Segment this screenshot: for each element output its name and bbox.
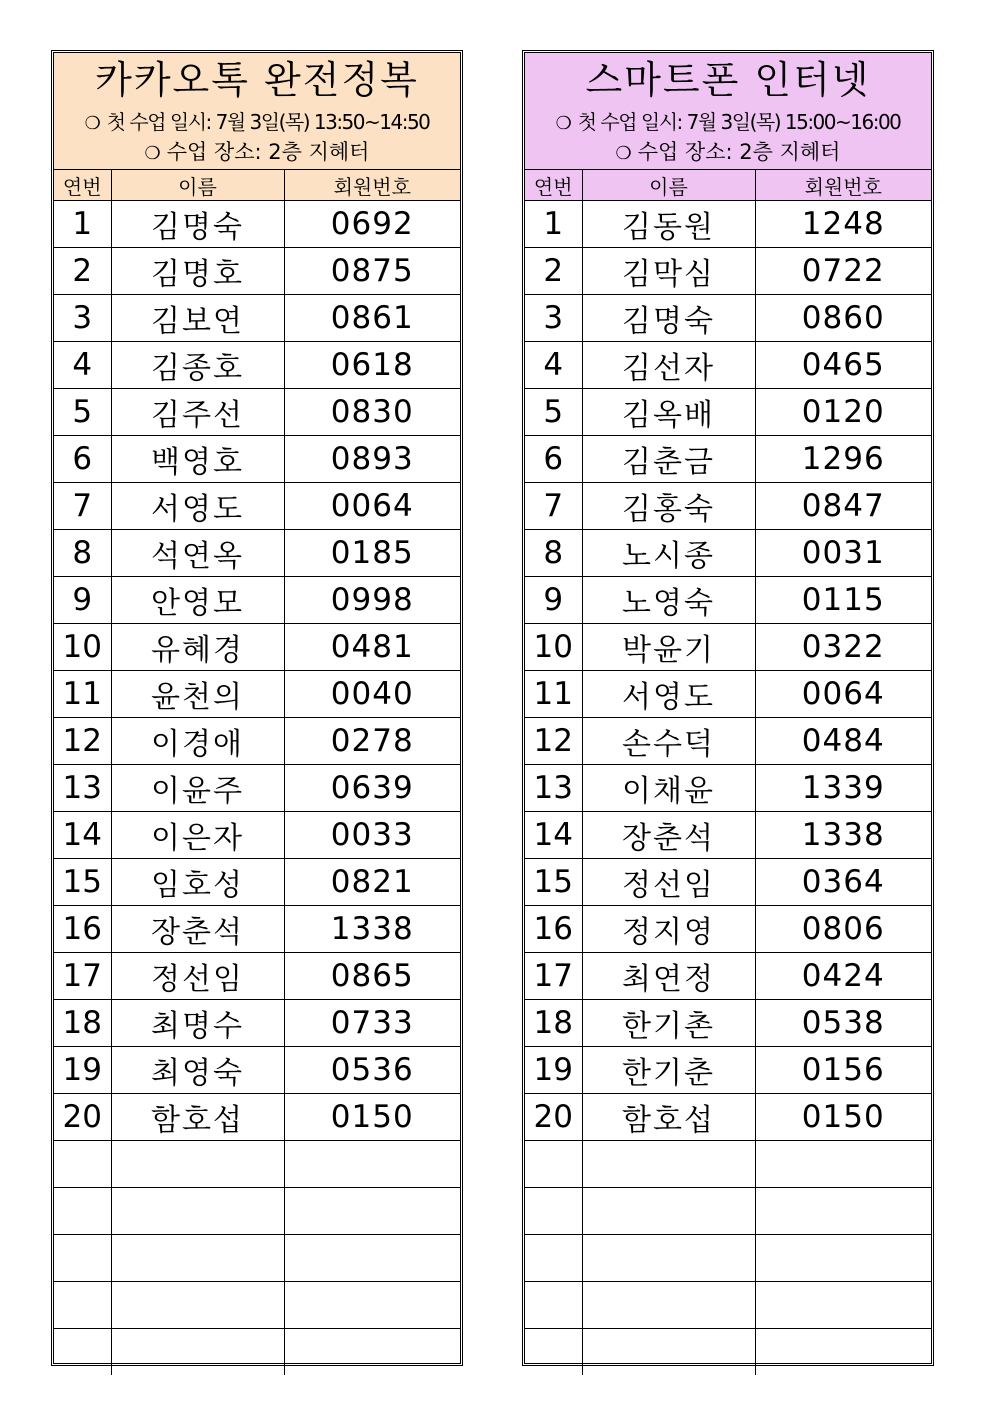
table-row [525, 1094, 931, 1141]
roster-table [525, 170, 931, 1375]
member-name: 이은자 [111, 812, 284, 859]
name-column-header: 이름 [111, 170, 284, 201]
table-row [54, 530, 460, 577]
class-date-text: 첫 수업 일시: 7월 3일(목) 15:00~16:00 [577, 110, 901, 134]
row-number: 6 [54, 436, 111, 483]
table-row [525, 389, 931, 436]
table-row [54, 389, 460, 436]
class-place-line [525, 137, 931, 167]
member-id: 0865 [284, 953, 460, 1000]
member-id: 0364 [755, 859, 931, 906]
row-number: 15 [525, 859, 582, 906]
table-row [525, 1000, 931, 1047]
row-number: 12 [525, 718, 582, 765]
empty-cell [111, 1235, 284, 1282]
table-row [525, 1329, 931, 1376]
table-row [54, 671, 460, 718]
table-row [54, 201, 460, 248]
empty-cell [525, 1282, 582, 1329]
table-row [54, 812, 460, 859]
member-id: 0465 [755, 342, 931, 389]
member-name: 김명호 [111, 248, 284, 295]
empty-cell [284, 1329, 460, 1376]
member-id: 0821 [284, 859, 460, 906]
row-number: 18 [54, 1000, 111, 1047]
empty-cell [284, 1141, 460, 1188]
empty-cell [111, 1141, 284, 1188]
table-row [54, 859, 460, 906]
table-row [54, 1000, 460, 1047]
member-id: 0484 [755, 718, 931, 765]
member-id: 0861 [284, 295, 460, 342]
table-row [54, 1188, 460, 1235]
table-row [525, 1235, 931, 1282]
member-name: 김종호 [111, 342, 284, 389]
empty-cell [54, 1188, 111, 1235]
table-row [54, 765, 460, 812]
empty-cell [111, 1329, 284, 1376]
member-name: 이경애 [111, 718, 284, 765]
class-date-line [54, 107, 460, 137]
row-number: 7 [525, 483, 582, 530]
table-row [54, 1329, 460, 1376]
row-number: 3 [54, 295, 111, 342]
member-id: 1248 [755, 201, 931, 248]
member-id: 0322 [755, 624, 931, 671]
member-name: 장춘석 [111, 906, 284, 953]
row-number: 9 [525, 577, 582, 624]
row-number: 12 [54, 718, 111, 765]
member-name: 박윤기 [582, 624, 755, 671]
row-number: 8 [54, 530, 111, 577]
table-row [525, 201, 931, 248]
table-row [525, 765, 931, 812]
row-number: 3 [525, 295, 582, 342]
table-row [525, 530, 931, 577]
table-row [525, 953, 931, 1000]
row-number: 4 [54, 342, 111, 389]
member-name: 함호섭 [582, 1094, 755, 1141]
empty-cell [582, 1282, 755, 1329]
member-name: 김춘금 [582, 436, 755, 483]
empty-cell [525, 1141, 582, 1188]
row-number: 10 [525, 624, 582, 671]
row-number: 16 [54, 906, 111, 953]
table-row [54, 624, 460, 671]
member-id: 0893 [284, 436, 460, 483]
member-id: 0064 [755, 671, 931, 718]
table-row [54, 1141, 460, 1188]
member-name: 정선임 [582, 859, 755, 906]
kakaotalk-class-header [54, 53, 460, 170]
member-name: 손수덕 [582, 718, 755, 765]
table-row [525, 906, 931, 953]
empty-cell [54, 1329, 111, 1376]
row-number: 13 [54, 765, 111, 812]
table-row [525, 577, 931, 624]
row-number: 2 [525, 248, 582, 295]
circle-bullet-icon: ❍ [84, 113, 101, 134]
member-name: 노영숙 [582, 577, 755, 624]
table-row [525, 295, 931, 342]
member-id: 0115 [755, 577, 931, 624]
empty-cell [525, 1235, 582, 1282]
member-id: 0806 [755, 906, 931, 953]
member-id: 0998 [284, 577, 460, 624]
table-row [525, 1188, 931, 1235]
empty-cell [111, 1282, 284, 1329]
row-number: 4 [525, 342, 582, 389]
empty-cell [582, 1141, 755, 1188]
circle-bullet-icon: ❍ [615, 143, 632, 164]
member-id: 0875 [284, 248, 460, 295]
number-column-header: 연번 [525, 170, 582, 201]
member-id: 1296 [755, 436, 931, 483]
table-row [54, 1282, 460, 1329]
member-id: 0536 [284, 1047, 460, 1094]
member-name: 한기촌 [582, 1000, 755, 1047]
member-name: 정지영 [582, 906, 755, 953]
number-column-header: 연번 [54, 170, 111, 201]
row-number: 20 [525, 1094, 582, 1141]
row-number: 13 [525, 765, 582, 812]
row-number: 19 [525, 1047, 582, 1094]
member-id: 0538 [755, 1000, 931, 1047]
empty-cell [525, 1329, 582, 1376]
table-row [54, 718, 460, 765]
member-id: 0481 [284, 624, 460, 671]
member-id: 0033 [284, 812, 460, 859]
member-id: 0618 [284, 342, 460, 389]
column-header-row [54, 170, 460, 201]
table-row [525, 342, 931, 389]
empty-cell [755, 1141, 931, 1188]
circle-bullet-icon: ❍ [555, 113, 572, 134]
row-number: 5 [525, 389, 582, 436]
member-name: 김명숙 [111, 201, 284, 248]
row-number: 2 [54, 248, 111, 295]
column-header-row [525, 170, 931, 201]
member-id: 0185 [284, 530, 460, 577]
class-date-line [525, 107, 931, 137]
member-name: 정선임 [111, 953, 284, 1000]
member-name: 김주선 [111, 389, 284, 436]
row-number: 5 [54, 389, 111, 436]
row-number: 11 [525, 671, 582, 718]
table-row [525, 812, 931, 859]
row-number: 7 [54, 483, 111, 530]
class-title: 스마트폰 인터넷 [585, 58, 871, 102]
table-row [525, 436, 931, 483]
member-name: 안영모 [111, 577, 284, 624]
empty-cell [755, 1282, 931, 1329]
class-place-line [54, 137, 460, 167]
row-number: 18 [525, 1000, 582, 1047]
member-name: 김보연 [111, 295, 284, 342]
row-number: 16 [525, 906, 582, 953]
table-row [525, 624, 931, 671]
row-number: 1 [54, 201, 111, 248]
table-row [525, 1047, 931, 1094]
member-name: 최영숙 [111, 1047, 284, 1094]
table-row [54, 342, 460, 389]
row-number: 14 [54, 812, 111, 859]
empty-cell [284, 1235, 460, 1282]
member-id: 0860 [755, 295, 931, 342]
row-number: 11 [54, 671, 111, 718]
empty-cell [54, 1235, 111, 1282]
row-number: 17 [525, 953, 582, 1000]
member-name: 윤천의 [111, 671, 284, 718]
table-row [54, 577, 460, 624]
member-name: 장춘석 [582, 812, 755, 859]
member-id-column-header: 회원번호 [284, 170, 460, 201]
member-name: 노시종 [582, 530, 755, 577]
class-date-text: 첫 수업 일시: 7월 3일(목) 13:50~14:50 [106, 110, 430, 134]
member-id: 0150 [755, 1094, 931, 1141]
empty-cell [284, 1188, 460, 1235]
member-name: 최명수 [111, 1000, 284, 1047]
member-id-column-header: 회원번호 [755, 170, 931, 201]
member-name: 김동원 [582, 201, 755, 248]
empty-cell [525, 1188, 582, 1235]
member-id: 1338 [284, 906, 460, 953]
row-number: 1 [525, 201, 582, 248]
member-name: 김홍숙 [582, 483, 755, 530]
member-id: 0733 [284, 1000, 460, 1047]
row-number: 9 [54, 577, 111, 624]
member-name: 유혜경 [111, 624, 284, 671]
class-title: 카카오톡 완전정복 [95, 58, 419, 102]
member-id: 1339 [755, 765, 931, 812]
roster-table [54, 170, 460, 1375]
row-number: 15 [54, 859, 111, 906]
empty-cell [582, 1235, 755, 1282]
table-row [525, 483, 931, 530]
member-id: 0692 [284, 201, 460, 248]
smartphone-class-header [525, 53, 931, 170]
row-number: 19 [54, 1047, 111, 1094]
table-row [54, 295, 460, 342]
member-name: 서영도 [582, 671, 755, 718]
row-number: 14 [525, 812, 582, 859]
row-number: 10 [54, 624, 111, 671]
class-place-text: 수업 장소: 2층 지혜터 [637, 140, 841, 164]
member-id: 0639 [284, 765, 460, 812]
member-name: 최연정 [582, 953, 755, 1000]
kakaotalk-class-panel [51, 50, 463, 1366]
member-name: 김막심 [582, 248, 755, 295]
table-row [525, 671, 931, 718]
member-name: 이채윤 [582, 765, 755, 812]
member-name: 한기춘 [582, 1047, 755, 1094]
table-row [525, 248, 931, 295]
table-row [54, 436, 460, 483]
member-id: 0830 [284, 389, 460, 436]
table-row [54, 906, 460, 953]
table-row [54, 248, 460, 295]
empty-cell [54, 1141, 111, 1188]
member-name: 이윤주 [111, 765, 284, 812]
table-row [54, 953, 460, 1000]
member-id: 0278 [284, 718, 460, 765]
table-row [54, 1235, 460, 1282]
table-row [54, 1047, 460, 1094]
table-row [525, 1282, 931, 1329]
table-row [525, 1141, 931, 1188]
member-id: 0150 [284, 1094, 460, 1141]
empty-cell [755, 1329, 931, 1376]
member-id: 0120 [755, 389, 931, 436]
member-name: 함호섭 [111, 1094, 284, 1141]
member-name: 석연옥 [111, 530, 284, 577]
member-id: 0424 [755, 953, 931, 1000]
member-id: 0722 [755, 248, 931, 295]
row-number: 8 [525, 530, 582, 577]
row-number: 6 [525, 436, 582, 483]
member-name: 임호성 [111, 859, 284, 906]
empty-cell [755, 1188, 931, 1235]
name-column-header: 이름 [582, 170, 755, 201]
member-name: 김옥배 [582, 389, 755, 436]
member-id: 0064 [284, 483, 460, 530]
smartphone-internet-class-panel [522, 50, 934, 1366]
empty-cell [582, 1329, 755, 1376]
member-id: 0156 [755, 1047, 931, 1094]
member-id: 0847 [755, 483, 931, 530]
table-row [54, 1094, 460, 1141]
member-id: 0031 [755, 530, 931, 577]
table-row [525, 718, 931, 765]
member-name: 백영호 [111, 436, 284, 483]
class-place-text: 수업 장소: 2층 지혜터 [166, 140, 370, 164]
member-name: 서영도 [111, 483, 284, 530]
member-name: 김선자 [582, 342, 755, 389]
empty-cell [582, 1188, 755, 1235]
member-id: 1338 [755, 812, 931, 859]
row-number: 17 [54, 953, 111, 1000]
empty-cell [755, 1235, 931, 1282]
table-row [54, 483, 460, 530]
row-number: 20 [54, 1094, 111, 1141]
circle-bullet-icon: ❍ [144, 143, 161, 164]
member-id: 0040 [284, 671, 460, 718]
empty-cell [111, 1188, 284, 1235]
empty-cell [284, 1282, 460, 1329]
empty-cell [54, 1282, 111, 1329]
member-name: 김명숙 [582, 295, 755, 342]
table-row [525, 859, 931, 906]
